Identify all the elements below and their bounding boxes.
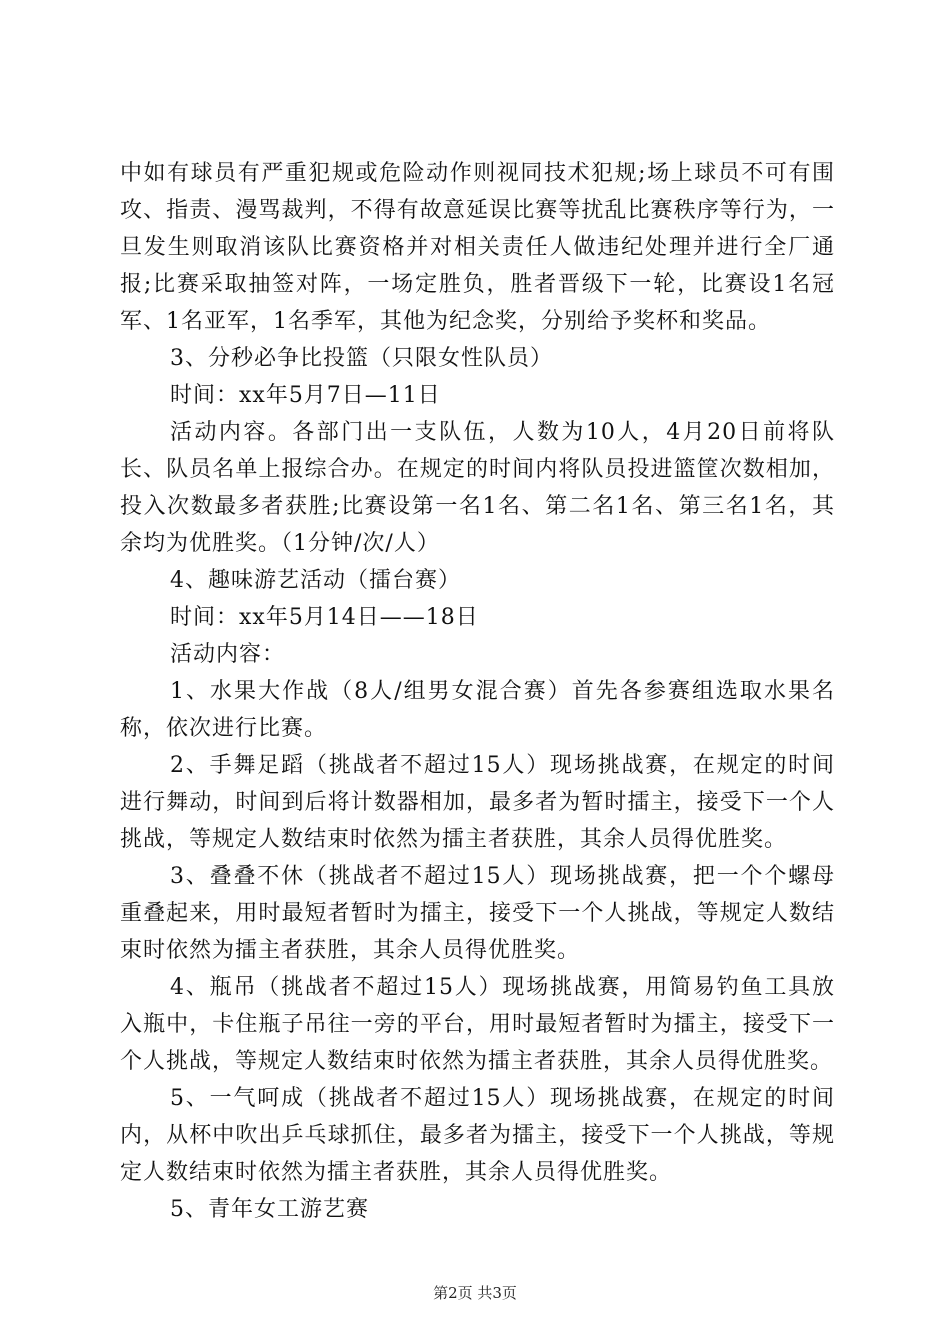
game-item-dance: 2、手舞足蹈（挑战者不超过15人）现场挑战赛，在规定的时间进行舞动，时间到后将计数器相加，最多者为暂时擂主，接受下一个人挑战，等规定人数结束时依然为擂主者获胜，其余人员得优胜奖。: [120, 753, 835, 852]
basketball-content: 活动内容。各部门出一支队伍，人数为10人，4月20日前将队长、队员名单上报综合办。在规定的时间内将队员投进篮筐次数相加，投入次数最多者获胜;比赛设第一名1名、第二名1名、第三名1名，其余均为优胜奖。（1分钟/次/人）: [120, 420, 835, 556]
basketball-time: 时间：xx年5月7日—11日: [170, 383, 441, 408]
game-item-one-breath: 5、一气呵成（挑战者不超过15人）现场挑战赛，在规定的时间内，从杯中吹出乒乓球抓住，最多者为擂主，接受下一个人挑战，等规定人数结束时依然为擂主者获胜，其余人员得优胜奖。: [120, 1086, 835, 1185]
document-body: [120, 155, 835, 1228]
game-item-stacking: 3、叠叠不休（挑战者不超过15人）现场挑战赛，把一个个螺母重叠起来，用时最短者暂时为擂主，接受下一个人挑战，等规定人数结束时依然为擂主者获胜，其余人员得优胜奖。: [120, 864, 835, 963]
fun-games-time: 时间：xx年5月14日——18日: [170, 605, 479, 630]
heading-young-women-games: 5、青年女工游艺赛: [170, 1197, 369, 1222]
heading-fun-games: 4、趣味游艺活动（擂台赛）: [170, 568, 461, 593]
fun-games-content-label: 活动内容：: [170, 642, 286, 667]
page-footer: 第2页 共3页: [433, 1284, 517, 1302]
heading-basketball-shooting: 3、分秒必争比投篮（只限女性队员）: [170, 346, 553, 371]
paragraph-rules-continued: 中如有球员有严重犯规或危险动作则视同技术犯规;场上球员不可有围攻、指责、漫骂裁判，不得有故意延误比赛等扰乱比赛秩序等行为，一旦发生则取消该队比赛资格并对相关责任人做违纪处理并进行全厂通报;比赛采取抽签对阵，一场定胜负，胜者晋级下一轮，比赛设1名冠军、1名亚军，1名季军，其他为纪念奖，分别给予奖杯和奖品。: [120, 161, 835, 334]
game-item-fruit-battle: 1、水果大作战（8人/组男女混合赛）首先各参赛组选取水果名称，依次进行比赛。: [120, 679, 835, 741]
game-item-bottle-lift: 4、瓶吊（挑战者不超过15人）现场挑战赛，用简易钓鱼工具放入瓶中，卡住瓶子吊往一旁的平台，用时最短者暂时为擂主，接受下一个人挑战，等规定人数结束时依然为擂主者获胜，其余人员得优胜奖。: [120, 975, 835, 1074]
